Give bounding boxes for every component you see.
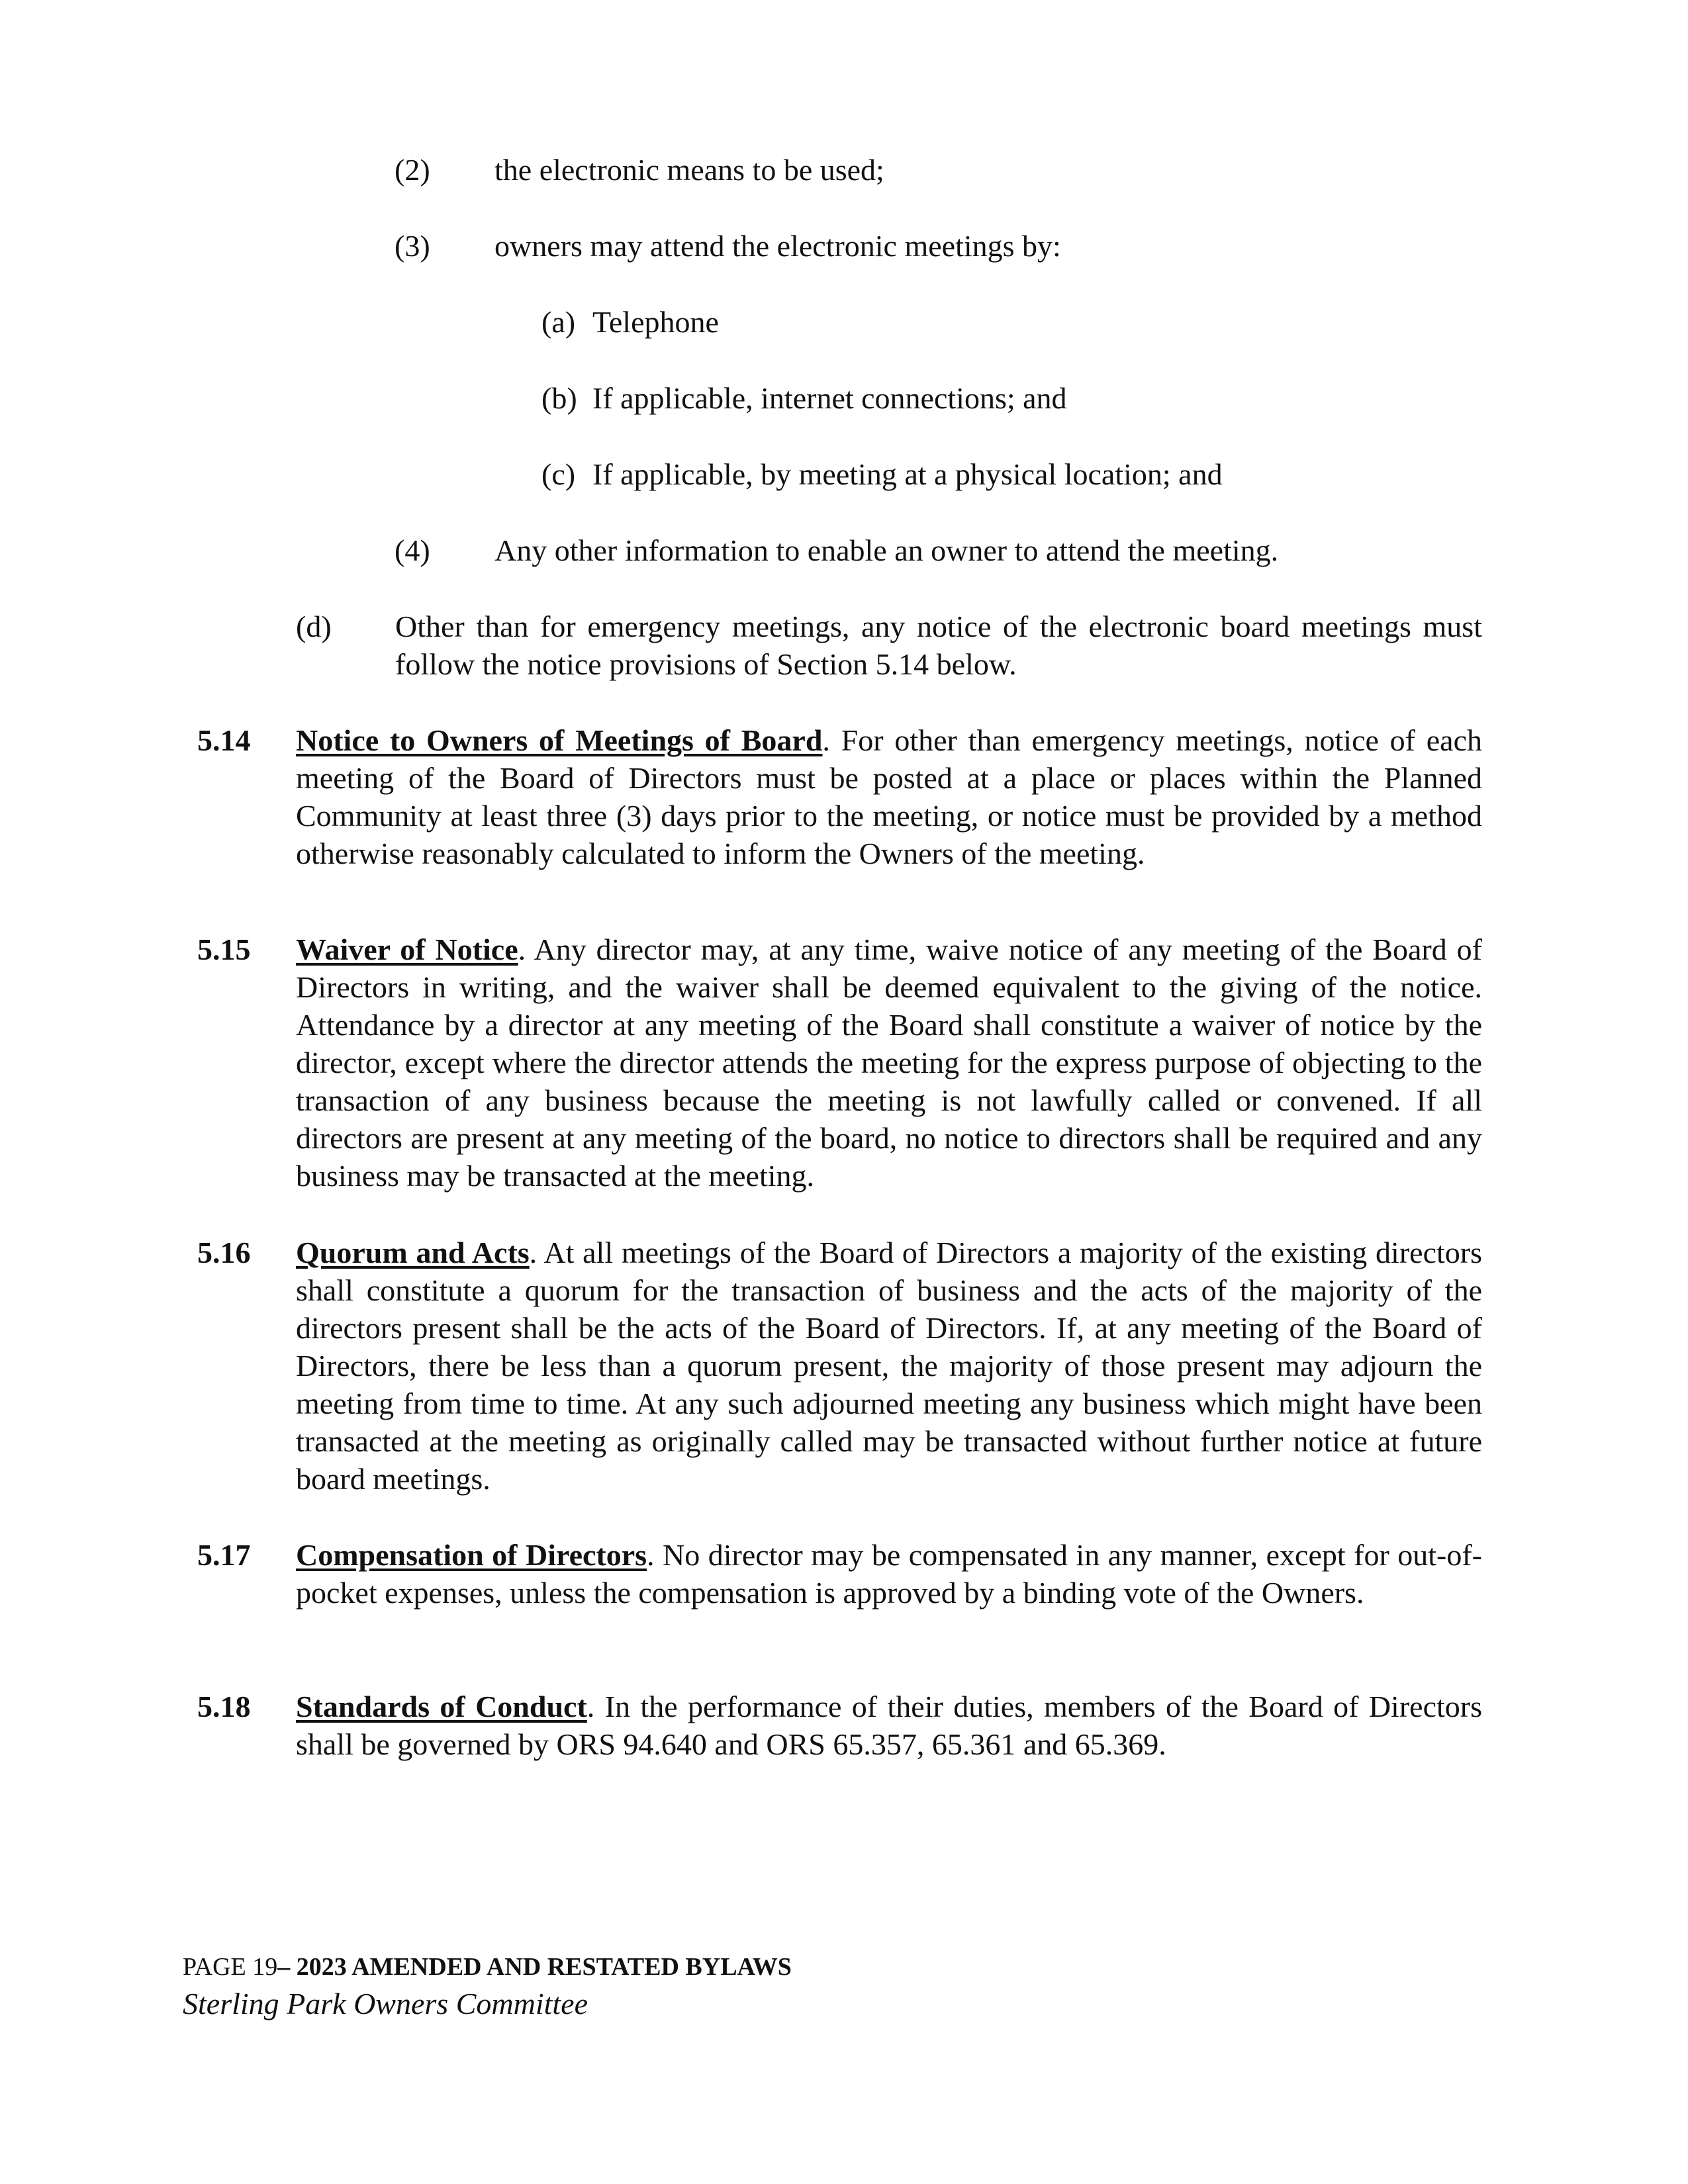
subitem-label: (a) [541,305,576,339]
section-5-17 [296,1536,1482,1612]
item-text: owners may attend the electronic meetings by: [494,229,1061,263]
section-body: . No director may be compensated in any manner, except for out-of-pocket expenses, unless the compensation is approved by a binding vote of the Owners. [296,1538,1482,1610]
item-text: Other than for emergency meetings, any notice of the electronic board meetings must follow the notice provisions of Section 5.14 below. [395,610,1482,681]
section-heading: Notice to Owners of Meetings of Board [296,723,823,757]
item-text: the electronic means to be used; [494,153,884,187]
footer-document-title: 2023 AMENDED AND RESTATED BYLAWS [290,1953,792,1981]
item-label: (2) [395,153,430,187]
footer-page-number: PAGE 19 [183,1953,278,1981]
section-heading: Compensation of Directors [296,1538,647,1572]
section-number: 5.15 [197,933,251,966]
section-body: . In the performance of their duties, members of the Board of Directors shall be governed by ORS 94.640 and ORS 65.357, 65.361 and 65.369. [296,1690,1482,1761]
item-label: (4) [395,533,430,567]
section-number: 5.18 [197,1690,251,1723]
section-heading: Waiver of Notice [296,933,518,966]
section-5-18 [296,1688,1482,1763]
section-5-14 [296,721,1482,872]
footer-page-line [183,1951,792,1983]
subitem-text: If applicable, internet connections; and [592,381,1067,415]
section-number: 5.17 [197,1538,251,1572]
section-body: . At all meetings of the Board of Directors a majority of the existing directors shall constitute a quorum for the transaction of business and the acts of the majority of the directors present shall be the acts of the Board of Directors. If, at any meeting of the Board of Directors, there be less than a quorum present, the majority of those present may adjourn the meeting from time to time. At any such adjourned meeting any business which might have been transacted at the meeting as originally called may be transacted without further notice at future board meetings. [296,1236,1482,1496]
item-label: (3) [395,229,430,263]
section-number: 5.16 [197,1236,251,1269]
section-heading: Quorum and Acts [296,1236,530,1269]
section-5-15 [296,931,1482,1195]
item-text: Any other information to enable an owner to attend the meeting. [494,533,1279,567]
section-number: 5.14 [197,723,251,757]
subitem-text: If applicable, by meeting at a physical location; and [592,457,1223,491]
section-5-16 [296,1234,1482,1498]
footer-organization: Sterling Park Owners Committee [183,1987,588,2021]
section-heading: Standards of Conduct [296,1690,587,1723]
subitem-text: Telephone [592,305,719,339]
footer-dash: – [277,1953,291,1981]
subitem-label: (c) [541,457,576,491]
section-body: . For other than emergency meetings, notice of each meeting of the Board of Directors must be posted at a place or places within the Planned Community at least three (3) days prior to the meeting, or notice must be provided by a method otherwise reasonably calculated to inform the Owners of the meeting. [296,723,1482,870]
section-body: . Any director may, at any time, waive notice of any meeting of the Board of Directors in writing, and the waiver shall be deemed equivalent to the giving of the notice. Attendance by a director at any meeting of the Board shall constitute a waiver of notice by the director, except where the director attends the meeting for the express purpose of objecting to the transaction of any business because the meeting is not lawfully called or convened. If all directors are present at any meeting of the board, no notice to directors shall be required and any business may be transacted at the meeting. [296,933,1482,1193]
item-label: (d) [296,610,332,643]
subitem-label: (b) [541,381,577,415]
